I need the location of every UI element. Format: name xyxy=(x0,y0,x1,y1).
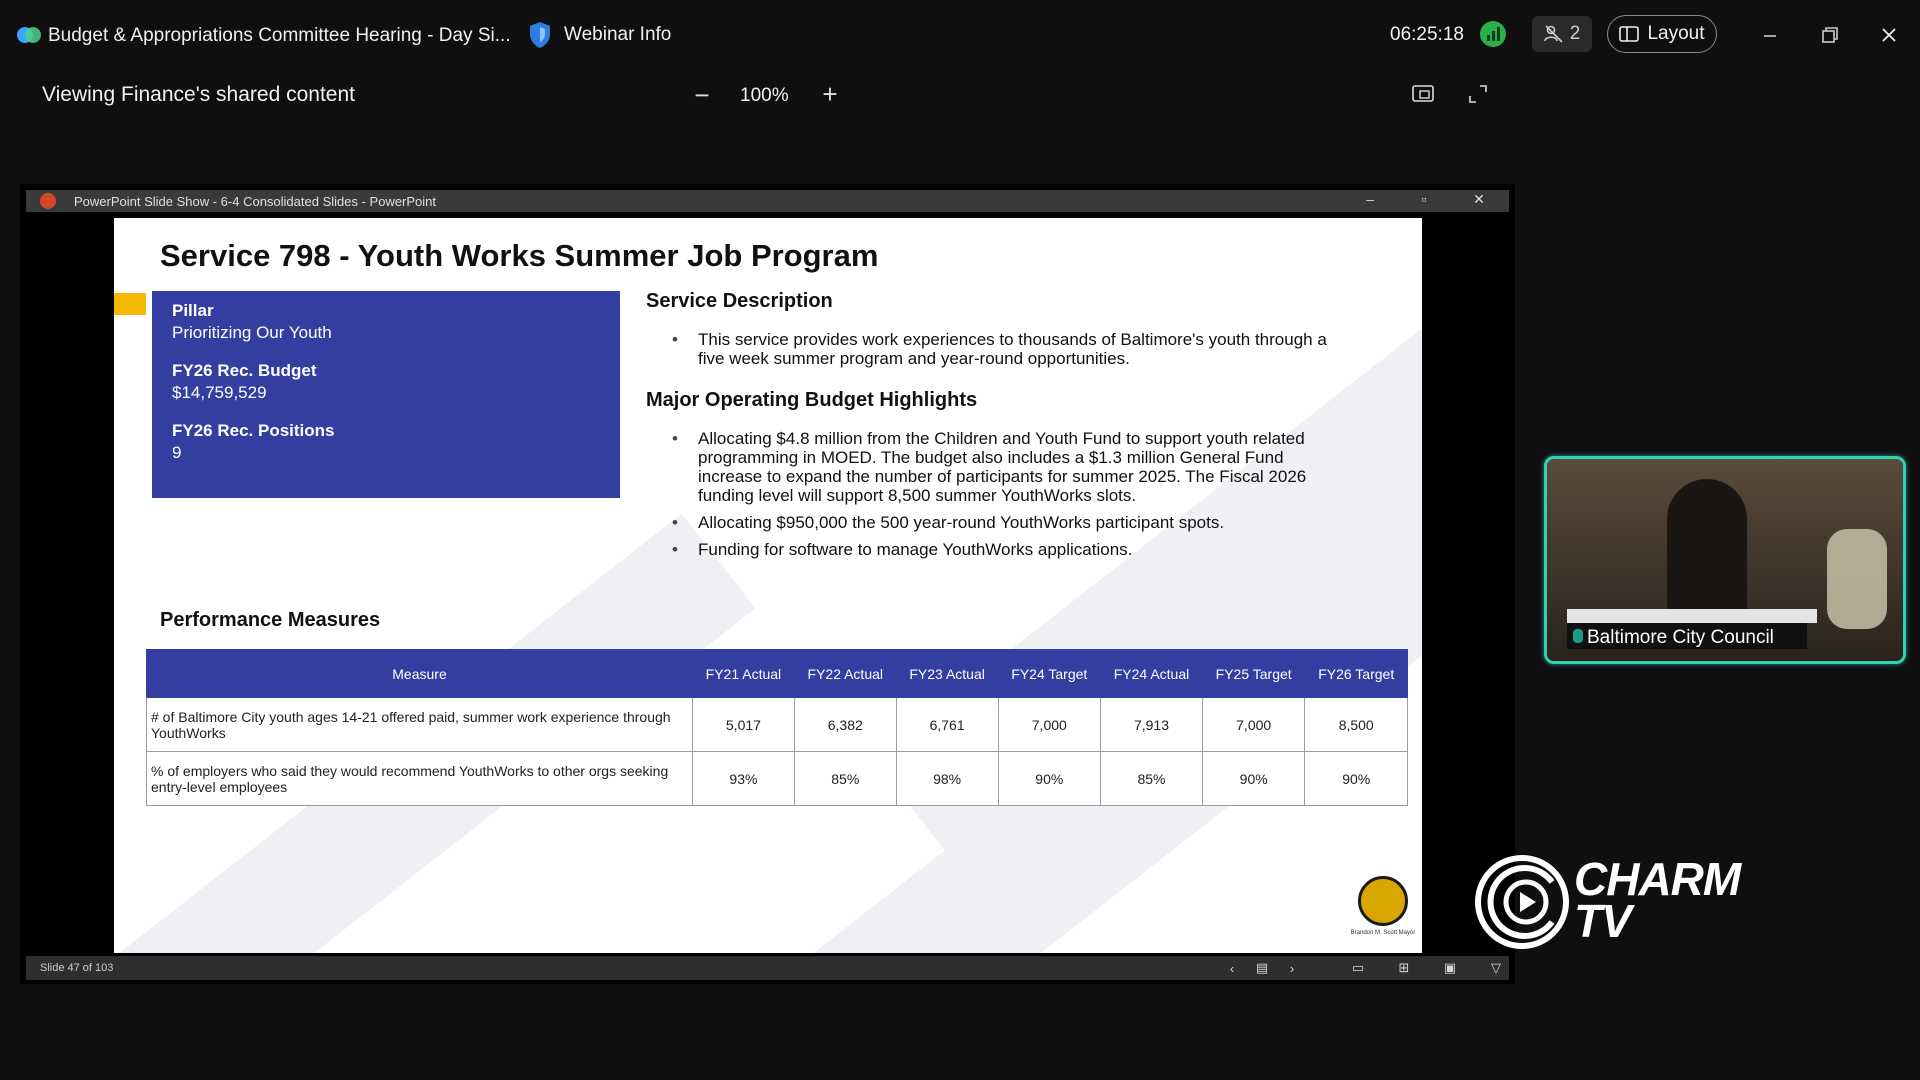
table-cell: 98% xyxy=(896,752,998,806)
pillar-value: Prioritizing Our Youth xyxy=(172,323,332,342)
table-header: FY23 Actual xyxy=(896,650,998,698)
shared-screen xyxy=(20,184,1515,984)
ppt-close-button[interactable]: ✕ xyxy=(1473,191,1485,207)
microphone-icon xyxy=(1573,629,1583,643)
close-window-button[interactable] xyxy=(1874,20,1904,50)
slideshow-icon[interactable]: ▽ xyxy=(1491,960,1501,975)
highlights-list xyxy=(698,429,1338,567)
close-icon xyxy=(1881,27,1897,43)
pillar-label: Pillar xyxy=(172,301,214,320)
participants-hidden-icon xyxy=(1544,25,1564,43)
service-description-heading: Service Description xyxy=(646,290,833,312)
video-chair xyxy=(1827,529,1887,629)
table-header: FY21 Actual xyxy=(693,650,795,698)
table-cell: 5,017 xyxy=(693,698,795,752)
table-header: Measure xyxy=(147,650,693,698)
viewing-shared-content-label: Viewing Finance's shared content xyxy=(42,83,355,106)
charm-tv-line2: TV xyxy=(1574,895,1631,947)
participant-count: 2 xyxy=(1569,23,1581,44)
service-description-list xyxy=(698,330,1338,376)
table-cell: 85% xyxy=(794,752,896,806)
table-header: FY26 Target xyxy=(1305,650,1408,698)
positions-label: FY26 Rec. Positions xyxy=(172,421,335,440)
zoom-in-button[interactable]: + xyxy=(822,79,838,109)
table-cell: 7,913 xyxy=(1101,698,1203,752)
slide-counter: Slide 47 of 103 xyxy=(40,962,114,974)
restore-window-button[interactable] xyxy=(1815,20,1845,50)
ppt-restore-button[interactable]: ▫ xyxy=(1421,191,1427,207)
table-header-row xyxy=(147,650,1408,698)
layout-button[interactable] xyxy=(1607,15,1717,53)
highlight-bullet: • Funding for software to manage YouthWorks applications. xyxy=(698,540,1338,559)
ppt-minimize-button[interactable]: – xyxy=(1366,191,1374,207)
table-cell: 85% xyxy=(1101,752,1203,806)
video-lower-third xyxy=(1567,609,1817,623)
reading-view-icon[interactable]: ▣ xyxy=(1443,960,1457,975)
city-seal-logo xyxy=(1358,876,1408,926)
participant-name: Baltimore City Council xyxy=(1587,627,1774,648)
powerpoint-titlebar xyxy=(26,190,1509,212)
pop-out-share-icon[interactable] xyxy=(1412,84,1434,104)
table-row xyxy=(147,752,1408,806)
highlight-bullet: • Allocating $4.8 million from the Children and Youth Fund to support youth related programming in MOED. The budget also includes a $1.3 million General Fund increase to expand the number of participants for summer 2025. The Fiscal 2026 funding level will support 8,500 summer YouthWorks slots. xyxy=(698,429,1338,505)
participants-button[interactable] xyxy=(1532,16,1592,52)
positions-value: 9 xyxy=(172,443,182,462)
performance-measures-heading: Performance Measures xyxy=(160,609,381,631)
minimize-icon xyxy=(1762,27,1778,43)
zoom-out-button[interactable]: − xyxy=(694,80,710,110)
pillar-accent-bar xyxy=(114,293,146,315)
powerpoint-icon xyxy=(40,193,56,209)
table-cell: 90% xyxy=(1305,752,1408,806)
table-cell: 93% xyxy=(693,752,795,806)
budget-label: FY26 Rec. Budget xyxy=(172,361,317,380)
layout-icon xyxy=(1619,25,1639,43)
highlight-bullet: • Allocating $950,000 the 500 year-round YouthWorks participant spots. xyxy=(698,513,1338,532)
table-cell: 7,000 xyxy=(1202,698,1305,752)
table-cell: 8,500 xyxy=(1305,698,1408,752)
video-speaker xyxy=(1667,479,1747,629)
table-cell: 7,000 xyxy=(998,698,1101,752)
table-cell: 6,382 xyxy=(794,698,896,752)
previous-slide-icon[interactable]: ‹ xyxy=(1229,960,1235,976)
slide-menu-icon[interactable]: ▤ xyxy=(1255,960,1269,975)
table-header: FY24 Actual xyxy=(1101,650,1203,698)
next-slide-icon[interactable]: › xyxy=(1289,960,1295,976)
table-header: FY22 Actual xyxy=(794,650,896,698)
minimize-window-button[interactable] xyxy=(1755,20,1785,50)
table-cell: 90% xyxy=(998,752,1101,806)
table-row xyxy=(147,698,1408,752)
budget-value: $14,759,529 xyxy=(172,383,267,402)
powerpoint-window-title: PowerPoint Slide Show - 6-4 Consolidated Slides - PowerPoint xyxy=(74,194,437,209)
table-header: FY25 Target xyxy=(1202,650,1305,698)
normal-view-icon[interactable]: ▭ xyxy=(1351,960,1365,975)
charm-tv-logo-icon xyxy=(1474,854,1570,950)
table-cell: # of Baltimore City youth ages 14-21 offered paid, summer work experience through YouthWorks xyxy=(147,698,693,752)
slideshow-status-bar xyxy=(26,956,1509,980)
table-cell: 6,761 xyxy=(896,698,998,752)
table-header: FY24 Target xyxy=(998,650,1101,698)
slide-sorter-icon[interactable]: ⊞ xyxy=(1398,960,1410,975)
pillar-info-box xyxy=(152,291,620,498)
slide-title: Service 798 - Youth Works Summer Job Program xyxy=(160,238,879,273)
charm-tv-line1: CHARM xyxy=(1574,853,1741,905)
webex-app-icon xyxy=(16,22,42,48)
charm-tv-wordmark xyxy=(1574,853,1741,947)
webinar-info-button[interactable] xyxy=(528,21,671,49)
meeting-title: Budget & Appropriations Committee Hearing - Day Si... xyxy=(48,25,511,46)
meeting-titlebar xyxy=(0,0,1920,70)
performance-measures-table xyxy=(146,649,1408,806)
service-description-bullet: • This service provides work experiences to thousands of Baltimore's youth through a five week summer program and year-round opportunities. xyxy=(698,330,1338,368)
meeting-clock: 06:25:18 xyxy=(1390,24,1464,45)
table-cell: % of employers who said they would recommend YouthWorks to other orgs seeking entry-level employees xyxy=(147,752,693,806)
layout-label: Layout xyxy=(1647,23,1705,44)
participant-video-tile[interactable] xyxy=(1544,456,1906,664)
table-cell: 90% xyxy=(1202,752,1305,806)
fullscreen-icon[interactable] xyxy=(1468,84,1488,104)
highlights-heading: Major Operating Budget Highlights xyxy=(646,389,978,411)
seal-caption: Brandon M. Scott Mayor xyxy=(1350,930,1416,936)
webinar-info-label: Webinar Info xyxy=(564,24,672,45)
zoom-level: 100% xyxy=(740,85,789,106)
connection-signal-icon[interactable] xyxy=(1480,21,1506,47)
restore-icon xyxy=(1821,26,1839,44)
shield-icon xyxy=(528,21,552,49)
slide xyxy=(114,218,1422,953)
